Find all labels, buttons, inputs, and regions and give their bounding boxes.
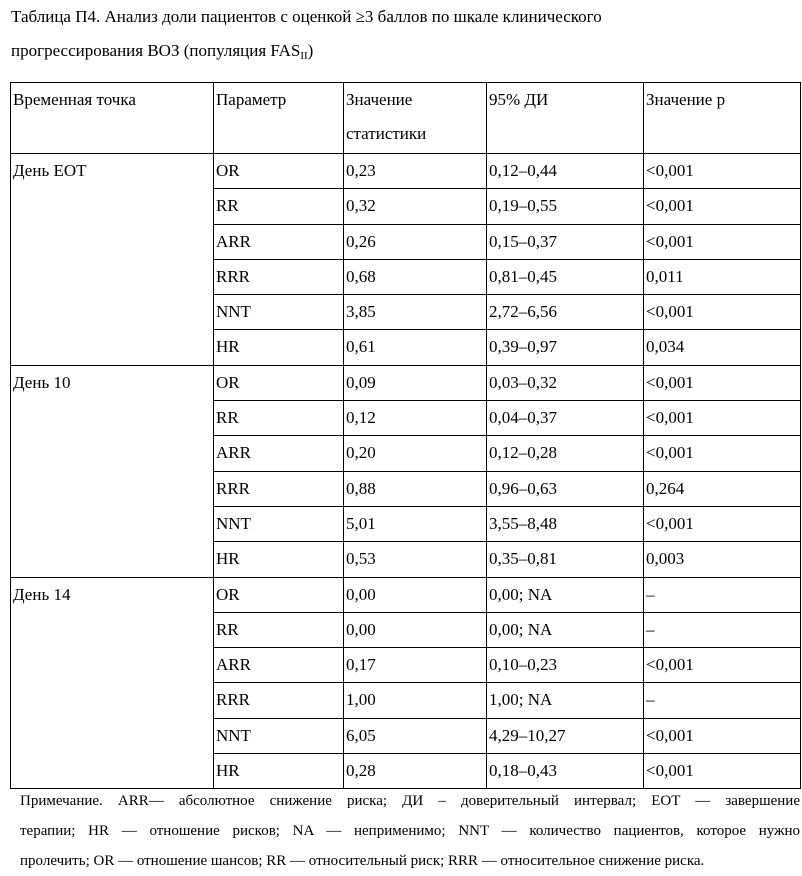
header-ci: 95% ДИ (487, 83, 644, 154)
statistic-value-cell: 5,01 (344, 506, 487, 541)
parameter-cell: OR (214, 154, 344, 189)
header-statistic-value: Значение статистики (344, 83, 487, 154)
parameter-cell: RR (214, 612, 344, 647)
statistic-value-cell: 0,20 (344, 436, 487, 471)
statistic-value-cell: 0,53 (344, 542, 487, 577)
ci-cell: 0,10–0,23 (487, 648, 644, 683)
statistic-value-cell: 3,85 (344, 295, 487, 330)
p-value-cell: <0,001 (644, 436, 801, 471)
caption-line-2 (11, 34, 796, 68)
table-note (20, 786, 800, 876)
p-value-cell: <0,001 (644, 224, 801, 259)
statistic-value-cell: 0,32 (344, 189, 487, 224)
ci-cell: 3,55–8,48 (487, 506, 644, 541)
parameter-cell: ARR (214, 648, 344, 683)
parameter-cell: NNT (214, 718, 344, 753)
statistic-value-cell: 0,17 (344, 648, 487, 683)
table-row (11, 577, 801, 612)
p-value-cell: <0,001 (644, 295, 801, 330)
header-parameter: Параметр (214, 83, 344, 154)
statistic-value-cell: 0,88 (344, 471, 487, 506)
ci-cell: 2,72–6,56 (487, 295, 644, 330)
note-line-1: Примечание. ARR— абсолютное снижение риска; ДИ – доверительный интервал; EOT — завершение (20, 793, 800, 809)
ci-cell: 0,00; NA (487, 612, 644, 647)
note-line-3: пролечить; OR — отношение шансов; RR — относительный риск; RRR — относительное снижение риска. (20, 853, 705, 869)
table-row (11, 365, 801, 400)
statistic-value-cell: 0,00 (344, 612, 487, 647)
header-timepoint: Временная точка (11, 83, 214, 154)
caption-line-2-text: прогрессирования ВОЗ (популяция FAS (11, 41, 301, 60)
parameter-cell: RRR (214, 683, 344, 718)
statistic-value-cell: 1,00 (344, 683, 487, 718)
p-value-cell: 0,011 (644, 259, 801, 294)
statistic-value-cell: 0,09 (344, 365, 487, 400)
p-value-cell: <0,001 (644, 506, 801, 541)
timepoint-cell: День EOT (11, 154, 214, 366)
statistic-value-cell: 0,26 (344, 224, 487, 259)
p-value-cell: – (644, 612, 801, 647)
parameter-cell: HR (214, 330, 344, 365)
header-p-value: Значение p (644, 83, 801, 154)
ci-cell: 0,81–0,45 (487, 259, 644, 294)
table-body (11, 154, 801, 789)
p-value-cell: <0,001 (644, 365, 801, 400)
statistic-value-cell: 0,12 (344, 401, 487, 436)
ci-cell: 0,35–0,81 (487, 542, 644, 577)
note-line-2: терапии; HR — отношение рисков; NA — неприменимо; NNT — количество пациентов, которое нужно (20, 823, 800, 839)
ci-cell: 0,15–0,37 (487, 224, 644, 259)
ci-cell: 0,96–0,63 (487, 471, 644, 506)
p-value-cell: – (644, 683, 801, 718)
ci-cell: 0,12–0,28 (487, 436, 644, 471)
parameter-cell: ARR (214, 436, 344, 471)
parameter-cell: HR (214, 754, 344, 789)
ci-cell: 0,39–0,97 (487, 330, 644, 365)
p-value-cell: 0,003 (644, 542, 801, 577)
p-value-cell: <0,001 (644, 154, 801, 189)
p-value-cell: <0,001 (644, 718, 801, 753)
parameter-cell: RRR (214, 259, 344, 294)
ci-cell: 0,00; NA (487, 577, 644, 612)
parameter-cell: OR (214, 577, 344, 612)
ci-cell: 0,03–0,32 (487, 365, 644, 400)
statistic-value-cell: 0,23 (344, 154, 487, 189)
caption-subscript: II (300, 50, 308, 62)
ci-cell: 0,04–0,37 (487, 401, 644, 436)
statistic-value-cell: 0,28 (344, 754, 487, 789)
p-value-cell: <0,001 (644, 401, 801, 436)
p-value-cell: 0,264 (644, 471, 801, 506)
statistic-value-cell: 0,61 (344, 330, 487, 365)
p-value-cell: <0,001 (644, 648, 801, 683)
timepoint-cell: День 10 (11, 365, 214, 577)
p-value-cell: – (644, 577, 801, 612)
parameter-cell: RR (214, 401, 344, 436)
parameter-cell: NNT (214, 506, 344, 541)
statistic-value-cell: 6,05 (344, 718, 487, 753)
table-header-row (11, 83, 801, 154)
statistic-value-cell: 0,00 (344, 577, 487, 612)
p-value-cell: 0,034 (644, 330, 801, 365)
results-table (10, 82, 801, 789)
ci-cell: 0,19–0,55 (487, 189, 644, 224)
parameter-cell: RR (214, 189, 344, 224)
p-value-cell: <0,001 (644, 754, 801, 789)
ci-cell: 0,18–0,43 (487, 754, 644, 789)
timepoint-cell: День 14 (11, 577, 214, 789)
p-value-cell: <0,001 (644, 189, 801, 224)
ci-cell: 0,12–0,44 (487, 154, 644, 189)
parameter-cell: ARR (214, 224, 344, 259)
caption-line-1: Таблица П4. Анализ доли пациентов с оценкой ≥3 баллов по шкале клинического (11, 7, 602, 26)
parameter-cell: HR (214, 542, 344, 577)
ci-cell: 1,00; NA (487, 683, 644, 718)
caption-line-2-end: ) (307, 41, 314, 60)
parameter-cell: NNT (214, 295, 344, 330)
statistic-value-cell: 0,68 (344, 259, 487, 294)
parameter-cell: OR (214, 365, 344, 400)
ci-cell: 4,29–10,27 (487, 718, 644, 753)
table-caption (11, 0, 796, 68)
table-row (11, 154, 801, 189)
parameter-cell: RRR (214, 471, 344, 506)
